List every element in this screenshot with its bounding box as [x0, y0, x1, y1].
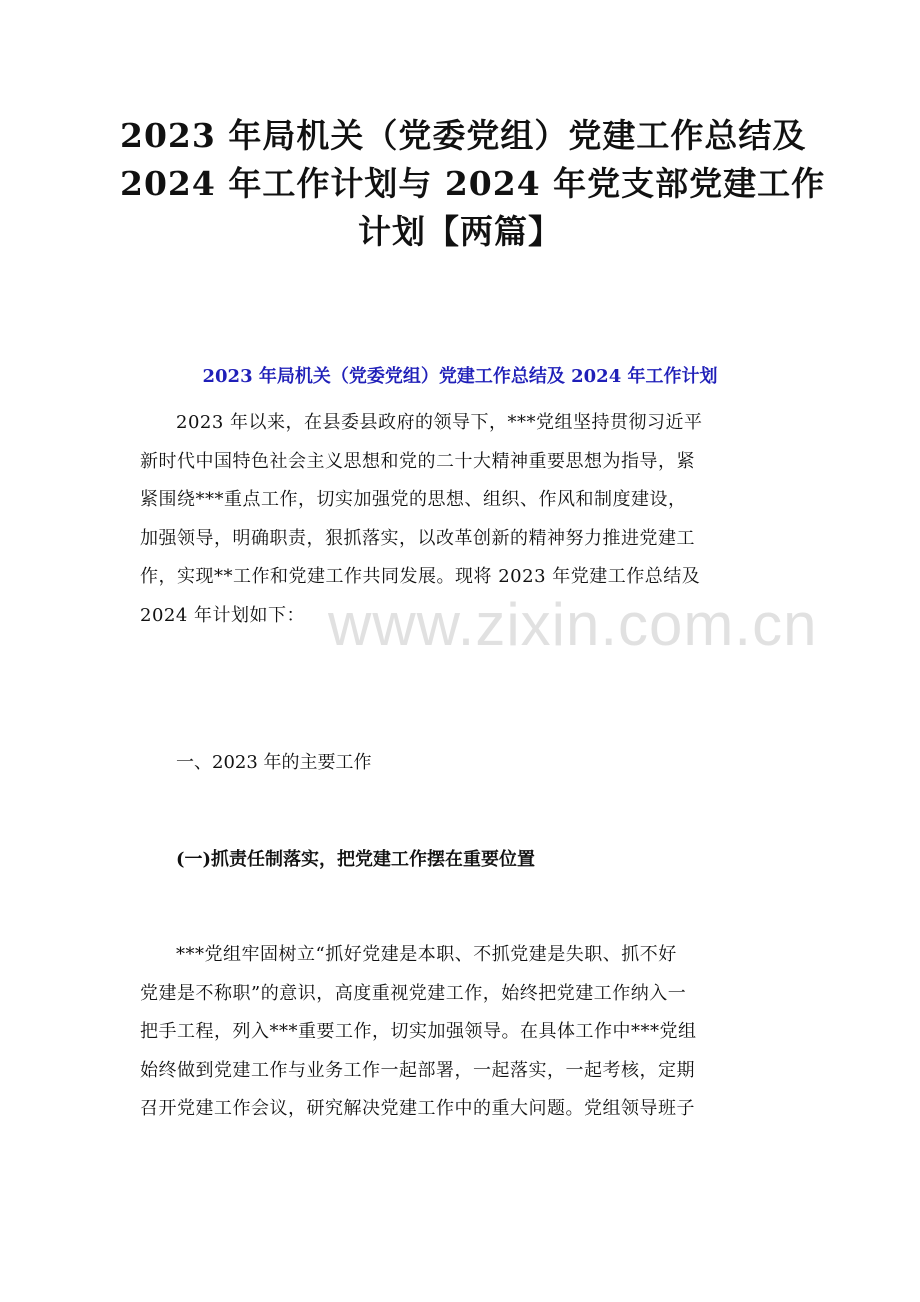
intro-paragraph: [140, 404, 782, 636]
heading-main-work: 一、2023 年的主要工作: [176, 752, 372, 773]
paragraph-line: ***党组牢固树立“抓好党建是本职、不抓党建是失职、抓不好: [176, 944, 677, 965]
title-line: 计划【两篇】: [358, 212, 562, 251]
paragraph-line: 作，实现**工作和党建工作共同发展。现将 2023 年党建工作总结及: [140, 566, 701, 588]
title-line: 2023 年局机关（党委党组）党建工作总结及: [120, 116, 807, 155]
paragraph-line: 把手工程，列入***重要工作，切实加强领导。在具体工作中***党组: [140, 1021, 697, 1043]
title-line: 2024 年工作计划与 2024 年党支部党建工作: [120, 164, 826, 203]
section-heading: 2023 年局机关（党委党组）党建工作总结及 2024 年工作计划: [202, 366, 718, 387]
paragraph-line: 加强领导，明确职责，狠抓落实，以改革创新的精神努力推进党建工: [140, 527, 695, 549]
paragraph-line: 2023 年以来，在县委县政府的领导下，***党组坚持贯彻习近平: [176, 412, 703, 433]
heading-responsibility: (一)抓责任制落实，把党建工作摆在重要位置: [176, 849, 536, 870]
paragraph-line: 始终做到党建工作与业务工作一起部署，一起落实，一起考核，定期: [140, 1059, 695, 1081]
paragraph-line: 紧围绕***重点工作，切实加强党的思想、组织、作风和制度建设，: [140, 489, 687, 511]
paragraph-line: 召开党建工作会议，研究解决党建工作中的重大问题。党组领导班子: [140, 1098, 695, 1120]
paragraph-line: 党建是不称职”的意识，高度重视党建工作，始终把党建工作纳入一: [140, 982, 687, 1004]
body-paragraph: [140, 936, 782, 1129]
document-title: [120, 112, 826, 256]
paragraph-line: 2024 年计划如下：: [140, 604, 306, 626]
paragraph-line: 新时代中国特色社会主义思想和党的二十大精神重要思想为指导，紧: [140, 450, 695, 472]
watermark: www.zixin.com.cn: [328, 591, 818, 658]
